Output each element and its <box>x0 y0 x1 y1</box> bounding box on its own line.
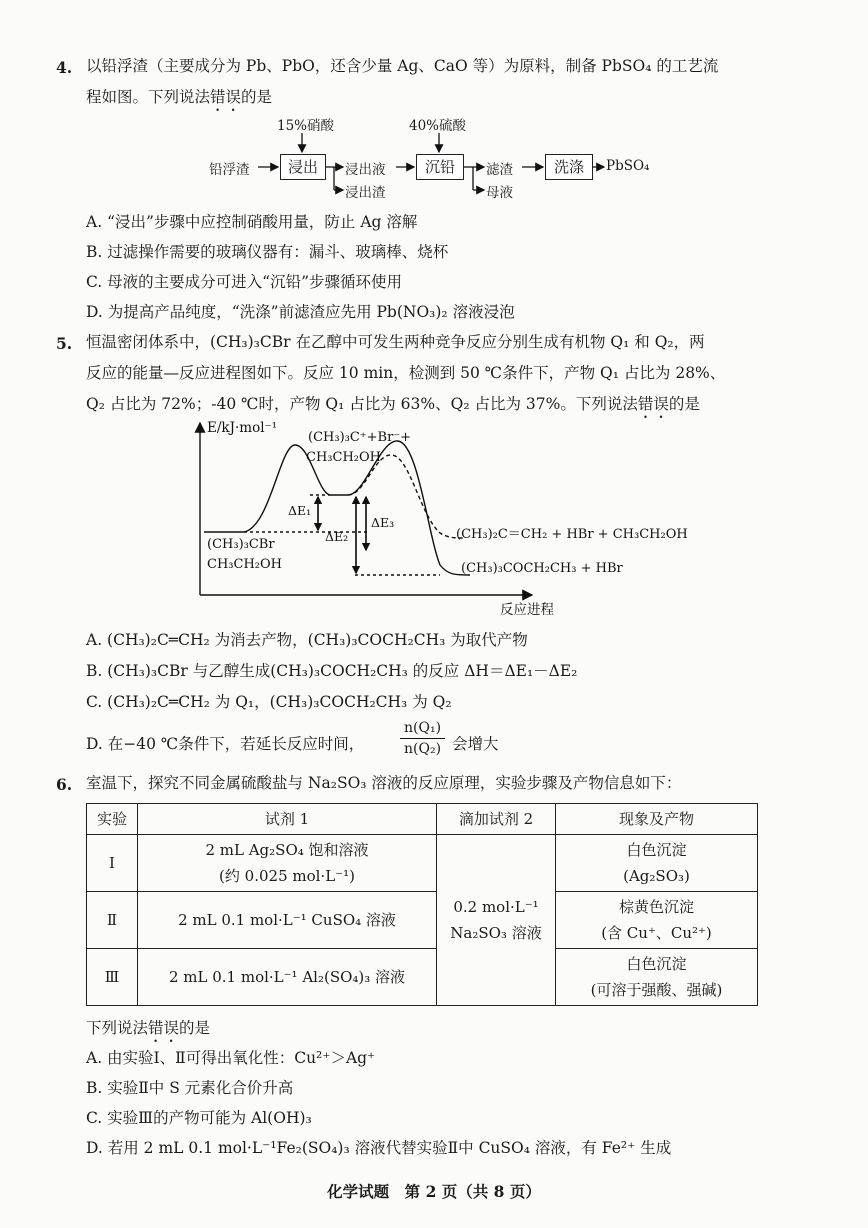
q5-option-c: C. (CH₃)₂C═CH₂ 为 Q₁，(CH₃)₃COCH₂CH₃ 为 Q₂ <box>86 693 452 711</box>
q5-option-a: A. (CH₃)₂C═CH₂ 为消去产物，(CH₃)₃COCH₂CH₃ 为取代产物 <box>86 631 528 649</box>
q6-stem: 室温下，探究不同金属硫酸盐与 Na₂SO₃ 溶液的反应原理，实验步骤及产物信息如下： <box>86 774 682 792</box>
q4-number: 4. <box>56 58 73 77</box>
product-2-label: (CH₃)₃COCH₂CH₃ + HBr <box>461 561 623 576</box>
flow-step-precipitate: 沉铅 <box>416 154 464 180</box>
delta-e3-label: ΔE₃ <box>371 515 395 530</box>
q6-option-a: A. 由实验Ⅰ、Ⅱ可得出氧化性：Cu²⁺＞Ag⁺ <box>86 1049 376 1067</box>
row-result: 白色沉淀 (可溶于强酸、强碱) <box>556 949 758 1006</box>
delta-e1-label: ΔE₁ <box>288 503 312 518</box>
q6-option-c: C. 实验Ⅲ的产物可能为 Al(OH)₃ <box>86 1109 312 1127</box>
q4-option-b: B. 过滤操作需要的玻璃仪器有：漏斗、玻璃棒、烧杯 <box>86 243 449 261</box>
x-axis-label: 反应进程 <box>500 602 554 618</box>
row-result: 白色沉淀 (Ag₂SO₃) <box>556 835 758 892</box>
q6-prompt: 下列说法错误的是 <box>86 1019 211 1037</box>
product-1-label: (CH₃)₂C＝CH₂ + HBr + CH₃CH₂OH <box>456 527 688 542</box>
row-reagent-1: 2 mL 0.1 mol·L⁻¹ Al₂(SO₄)₃ 溶液 <box>138 949 437 1006</box>
header-reagent-2: 滴加试剂 2 <box>437 804 556 835</box>
q5-option-b: B. (CH₃)₃CBr 与乙醇生成(CH₃)₃COCH₂CH₃ 的反应 ΔH＝ΔE₁－ΔE₂ <box>86 662 578 680</box>
y-axis-label: E/kJ·mol⁻¹ <box>207 420 278 436</box>
q4-option-d: D. 为提高产品纯度，“洗涤”前滤渣应先用 Pb(NO₃)₂ 溶液浸泡 <box>86 303 515 321</box>
flow-out-1: 浸出渣 <box>345 185 386 201</box>
row-result: 棕黄色沉淀 (含 Cu⁺、Cu²⁺) <box>556 892 758 949</box>
flow-reagent-2: 40%硫酸 <box>409 118 467 134</box>
header-reagent-1: 试剂 1 <box>138 804 437 835</box>
q5-option-d: D. 在−40 ℃条件下，若延长反应时间， <box>86 735 365 753</box>
header-experiment: 实验 <box>87 804 138 835</box>
header-result: 现象及产物 <box>556 804 758 835</box>
delta-e2-label: ΔE₂ <box>325 529 349 544</box>
reactant-label-2: CH₃CH₂OH <box>207 557 282 572</box>
table-row <box>87 949 758 1006</box>
flow-start: 铅浮渣 <box>209 162 250 178</box>
q5-stem-line1: 恒温密闭体系中，(CH₃)₃CBr 在乙醇中可发生两种竞争反应分别生成有机物 Q₁ 和 Q₂，两 <box>86 333 705 351</box>
flow-product: PbSO₄ <box>606 158 650 174</box>
flow-reagent-1: 15%硝酸 <box>277 118 335 134</box>
q6-option-d: D. 若用 2 mL 0.1 mol·L⁻¹Fe₂(SO₄)₃ 溶液代替实验Ⅱ中 CuSO₄ 溶液，有 Fe²⁺ 生成 <box>86 1139 672 1157</box>
q4-stem-line2: 程如图。下列说法错误的是 <box>86 88 273 106</box>
q5-stem-line2: 反应的能量—反应进程图如下。反应 10 min，检测到 50 ℃条件下，产物 Q₁ 占比为 28%、 <box>86 364 726 382</box>
q4-stem-line1: 以铅浮渣（主要成分为 Pb、PbO，还含少量 Ag、CaO 等）为原料，制备 PbSO₄ 的工艺流 <box>86 57 719 75</box>
q6-number: 6. <box>56 775 73 794</box>
q6-option-b: B. 实验Ⅱ中 S 元素化合价升高 <box>86 1079 294 1097</box>
q6-experiment-table <box>86 803 758 1006</box>
q5-energy-diagram <box>0 415 868 625</box>
q4-option-c: C. 母液的主要成分可进入“沉铅”步骤循环使用 <box>86 273 403 291</box>
shared-reagent-2: 0.2 mol·L⁻¹ Na₂SO₃ 溶液 <box>437 835 556 1006</box>
flow-step-wash: 洗涤 <box>545 154 593 180</box>
row-reagent-1: 2 mL Ag₂SO₄ 饱和溶液 (约 0.025 mol·L⁻¹) <box>138 835 437 892</box>
flow-out-2: 母液 <box>486 185 513 201</box>
row-reagent-1: 2 mL 0.1 mol·L⁻¹ CuSO₄ 溶液 <box>138 892 437 949</box>
page-footer: 化学试题 第 2 页（共 8 页） <box>327 1182 541 1201</box>
flow-mid-2: 滤渣 <box>486 162 513 178</box>
table-header-row <box>87 804 758 835</box>
flow-mid-1: 浸出液 <box>345 162 386 178</box>
q5-option-d-suffix: 会增大 <box>452 735 499 753</box>
row-id: Ⅱ <box>87 892 138 949</box>
flow-step-leach: 浸出 <box>280 154 326 180</box>
table-row <box>87 892 758 949</box>
q4-option-a: A. “浸出”步骤中应控制硝酸用量，防止 Ag 溶解 <box>86 213 418 231</box>
q5-stem-line3: Q₂ 占比为 72%；-40 ℃时，产物 Q₁ 占比为 63%、Q₂ 占比为 37%。下列说法错误的是 <box>86 395 700 413</box>
flow-arrows <box>0 0 868 210</box>
reactant-label-1: (CH₃)₃CBr <box>207 537 275 552</box>
table-row <box>87 835 758 892</box>
q5-number: 5. <box>56 334 73 353</box>
intermediate-label-2: CH₃CH₂OH <box>306 450 381 465</box>
intermediate-label-1: (CH₃)₃C⁺+Br⁻+ <box>308 430 412 445</box>
q5-option-d-fraction: n(Q₁) n(Q₂) <box>400 718 445 759</box>
row-id: Ⅲ <box>87 949 138 1006</box>
row-id: Ⅰ <box>87 835 138 892</box>
